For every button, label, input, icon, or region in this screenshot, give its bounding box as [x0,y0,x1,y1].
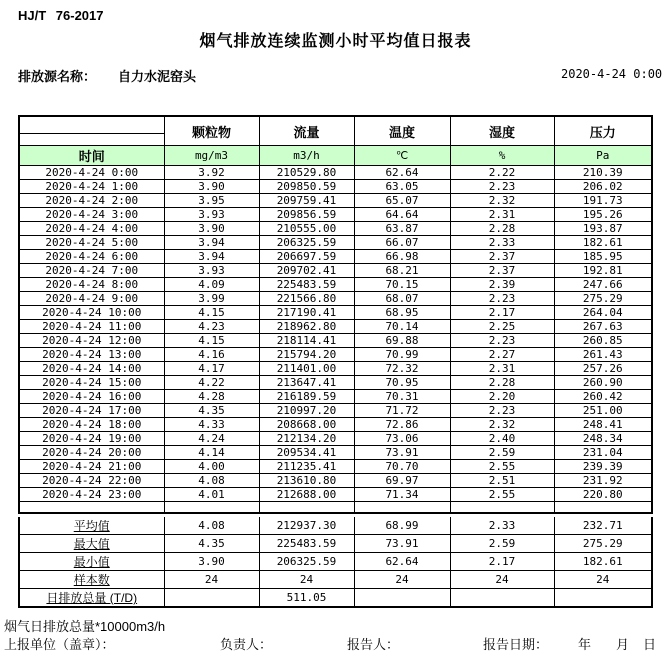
year-label: 年 [578,637,592,652]
value-cell: 215794.20 [259,348,354,362]
value-cell: 70.15 [354,278,450,292]
time-cell: 2020-4-24 12:00 [19,334,164,348]
value-cell: 218962.80 [259,320,354,334]
value-cell: 225483.59 [259,278,354,292]
value-cell: 275.29 [554,292,652,306]
time-cell: 2020-4-24 18:00 [19,418,164,432]
responsible-label: 负责人： [220,637,273,652]
summary-value-cell: 182.61 [554,553,652,571]
value-cell: 2.51 [450,474,554,488]
value-cell: 209850.59 [259,180,354,194]
corner-cell-top [19,116,164,134]
total-emission-note: 烟气日排放总量*10000m3/h [4,619,166,634]
summary-value-cell: 2.59 [450,535,554,553]
hourly-data-table [18,115,653,514]
value-cell: 3.93 [164,264,259,278]
value-cell: 62.64 [354,166,450,180]
summary-value-cell: 4.35 [164,535,259,553]
unit-particulate: mg/m3 [164,146,259,166]
time-cell: 2020-4-24 6:00 [19,250,164,264]
time-cell: 2020-4-24 17:00 [19,404,164,418]
spacer-row [19,502,652,514]
summary-value-cell: 24 [354,571,450,589]
summary-table [18,517,653,608]
value-cell: 2.23 [450,292,554,306]
value-cell: 192.81 [554,264,652,278]
value-cell: 248.34 [554,432,652,446]
value-cell: 2.23 [450,334,554,348]
table-row [19,292,652,306]
value-cell: 3.94 [164,236,259,250]
value-cell: 2.22 [450,166,554,180]
summary-value-cell [554,589,652,608]
value-cell: 260.90 [554,376,652,390]
value-cell: 195.26 [554,208,652,222]
value-cell: 4.08 [164,474,259,488]
value-cell: 193.87 [554,222,652,236]
value-cell: 220.80 [554,488,652,502]
time-cell: 2020-4-24 16:00 [19,390,164,404]
value-cell: 218114.41 [259,334,354,348]
summary-value-cell: 4.08 [164,517,259,535]
month-label: 月 [616,637,630,652]
time-cell: 2020-4-24 4:00 [19,222,164,236]
value-cell: 206697.59 [259,250,354,264]
value-cell: 66.98 [354,250,450,264]
value-cell: 210997.20 [259,404,354,418]
value-cell: 182.61 [554,236,652,250]
report-unit-label: 上报单位（盖章）： [4,637,115,652]
emission-source-label: 排放源名称： [18,69,97,84]
summary-row [19,517,652,535]
value-cell: 185.95 [554,250,652,264]
corner-cell-bottom [19,134,164,146]
table-row [19,376,652,390]
value-cell: 208668.00 [259,418,354,432]
value-cell: 63.87 [354,222,450,236]
time-cell: 2020-4-24 22:00 [19,474,164,488]
value-cell: 4.23 [164,320,259,334]
time-cell: 2020-4-24 10:00 [19,306,164,320]
summary-row [19,571,652,589]
table-row [19,306,652,320]
table-row [19,194,652,208]
unit-flow: m3/h [259,146,354,166]
summary-value-cell: 206325.59 [259,553,354,571]
summary-value-cell [450,589,554,608]
value-cell: 3.90 [164,222,259,236]
value-cell: 4.00 [164,460,259,474]
summary-value-cell: 24 [164,571,259,589]
summary-value-cell: 232.71 [554,517,652,535]
table-row [19,446,652,460]
value-cell: 212134.20 [259,432,354,446]
value-cell: 2.20 [450,390,554,404]
value-cell: 3.94 [164,250,259,264]
value-cell: 2.27 [450,348,554,362]
value-cell: 68.07 [354,292,450,306]
time-cell: 2020-4-24 0:00 [19,166,164,180]
value-cell: 211235.41 [259,460,354,474]
summary-row [19,535,652,553]
value-cell: 2.40 [450,432,554,446]
time-cell: 2020-4-24 8:00 [19,278,164,292]
value-cell: 210529.80 [259,166,354,180]
table-row [19,418,652,432]
table-row [19,236,652,250]
value-cell: 72.32 [354,362,450,376]
value-cell: 70.99 [354,348,450,362]
summary-value-cell: 24 [259,571,354,589]
value-cell: 191.73 [554,194,652,208]
time-cell: 2020-4-24 2:00 [19,194,164,208]
table-row [19,250,652,264]
time-cell: 2020-4-24 21:00 [19,460,164,474]
time-cell: 2020-4-24 7:00 [19,264,164,278]
summary-value-cell: 2.17 [450,553,554,571]
value-cell: 206325.59 [259,236,354,250]
value-cell: 65.07 [354,194,450,208]
summary-value-cell: 24 [554,571,652,589]
summary-value-cell: 275.29 [554,535,652,553]
table-row [19,348,652,362]
value-cell: 4.35 [164,404,259,418]
unit-temperature: ℃ [354,146,450,166]
standard-number: HJ/T 76-2017 [18,8,104,23]
value-cell: 209702.41 [259,264,354,278]
value-cell: 63.05 [354,180,450,194]
summary-row [19,553,652,571]
col-header-temperature: 温度 [354,116,450,146]
value-cell: 260.85 [554,334,652,348]
value-cell: 2.55 [450,460,554,474]
value-cell: 4.22 [164,376,259,390]
value-cell: 2.23 [450,404,554,418]
value-cell: 70.31 [354,390,450,404]
value-cell: 4.14 [164,446,259,460]
summary-label: 最大值 [19,535,164,553]
time-header: 时间 [19,146,164,166]
value-cell: 73.91 [354,446,450,460]
time-cell: 2020-4-24 1:00 [19,180,164,194]
unit-humidity: % [450,146,554,166]
table-row [19,488,652,502]
value-cell: 216189.59 [259,390,354,404]
value-cell: 210555.00 [259,222,354,236]
value-cell: 64.64 [354,208,450,222]
value-cell: 4.01 [164,488,259,502]
value-cell: 2.59 [450,446,554,460]
summary-value-cell: 225483.59 [259,535,354,553]
table-row [19,474,652,488]
value-cell: 2.37 [450,250,554,264]
value-cell: 206.02 [554,180,652,194]
summary-label: 样本数 [19,571,164,589]
value-cell: 4.15 [164,306,259,320]
time-cell: 2020-4-24 23:00 [19,488,164,502]
value-cell: 3.99 [164,292,259,306]
summary-value-cell: 2.33 [450,517,554,535]
reporter-label: 报告人： [347,637,400,652]
header-row-top [19,116,652,134]
value-cell: 2.33 [450,236,554,250]
summary-value-cell: 3.90 [164,553,259,571]
value-cell: 4.17 [164,362,259,376]
time-cell: 2020-4-24 14:00 [19,362,164,376]
value-cell: 2.28 [450,222,554,236]
value-cell: 66.07 [354,236,450,250]
value-cell: 2.31 [450,362,554,376]
report-table-wrapper [18,115,653,608]
table-row [19,208,652,222]
time-cell: 2020-4-24 3:00 [19,208,164,222]
table-row [19,390,652,404]
value-cell: 231.92 [554,474,652,488]
table-row [19,460,652,474]
value-cell: 70.14 [354,320,450,334]
value-cell: 3.95 [164,194,259,208]
col-header-flow: 流量 [259,116,354,146]
time-cell: 2020-4-24 9:00 [19,292,164,306]
value-cell: 2.55 [450,488,554,502]
summary-value-cell: 68.99 [354,517,450,535]
value-cell: 257.26 [554,362,652,376]
value-cell: 3.92 [164,166,259,180]
value-cell: 264.04 [554,306,652,320]
value-cell: 261.43 [554,348,652,362]
emission-source-name: 自力水泥窑头 [118,69,197,84]
value-cell: 213647.41 [259,376,354,390]
value-cell: 231.04 [554,446,652,460]
value-cell: 70.70 [354,460,450,474]
value-cell: 2.32 [450,418,554,432]
value-cell: 260.42 [554,390,652,404]
table-row [19,432,652,446]
summary-value-cell: 511.05 [259,589,354,608]
summary-value-cell [354,589,450,608]
time-cell: 2020-4-24 13:00 [19,348,164,362]
value-cell: 68.95 [354,306,450,320]
value-cell: 247.66 [554,278,652,292]
col-header-pressure: 压力 [554,116,652,146]
day-label: 日 [643,637,657,652]
value-cell: 70.95 [354,376,450,390]
value-cell: 4.33 [164,418,259,432]
value-cell: 2.31 [450,208,554,222]
value-cell: 3.90 [164,180,259,194]
col-header-humidity: 湿度 [450,116,554,146]
value-cell: 251.00 [554,404,652,418]
signature-row [0,634,671,652]
report-datetime: 2020-4-24 0:00 [561,67,663,81]
table-row [19,222,652,236]
value-cell: 211401.00 [259,362,354,376]
value-cell: 267.63 [554,320,652,334]
value-cell: 221566.80 [259,292,354,306]
value-cell: 2.17 [450,306,554,320]
emission-source-row [18,66,196,85]
summary-value-cell: 212937.30 [259,517,354,535]
value-cell: 69.97 [354,474,450,488]
value-cell: 72.86 [354,418,450,432]
value-cell: 248.41 [554,418,652,432]
unit-pressure: Pa [554,146,652,166]
table-row [19,180,652,194]
value-cell: 71.34 [354,488,450,502]
value-cell: 71.72 [354,404,450,418]
summary-value-cell: 73.91 [354,535,450,553]
value-cell: 4.09 [164,278,259,292]
summary-value-cell: 24 [450,571,554,589]
value-cell: 2.28 [450,376,554,390]
value-cell: 2.25 [450,320,554,334]
value-cell: 217190.41 [259,306,354,320]
value-cell: 69.88 [354,334,450,348]
summary-row [19,589,652,608]
unit-row [19,146,652,166]
summary-label: 平均值 [19,517,164,535]
time-cell: 2020-4-24 15:00 [19,376,164,390]
time-cell: 2020-4-24 20:00 [19,446,164,460]
summary-label: 最小值 [19,553,164,571]
table-row [19,264,652,278]
time-cell: 2020-4-24 19:00 [19,432,164,446]
value-cell: 2.32 [450,194,554,208]
report-date-label: 报告日期： [483,637,549,652]
table-row [19,166,652,180]
value-cell: 4.16 [164,348,259,362]
summary-value-cell [164,589,259,608]
value-cell: 3.93 [164,208,259,222]
value-cell: 213610.80 [259,474,354,488]
table-row [19,278,652,292]
value-cell: 4.24 [164,432,259,446]
value-cell: 2.23 [450,180,554,194]
value-cell: 2.37 [450,264,554,278]
value-cell: 210.39 [554,166,652,180]
table-row [19,362,652,376]
table-row [19,404,652,418]
value-cell: 209856.59 [259,208,354,222]
value-cell: 209534.41 [259,446,354,460]
value-cell: 2.39 [450,278,554,292]
table-row [19,334,652,348]
value-cell: 4.15 [164,334,259,348]
table-row [19,320,652,334]
value-cell: 239.39 [554,460,652,474]
time-cell: 2020-4-24 5:00 [19,236,164,250]
value-cell: 68.21 [354,264,450,278]
value-cell: 212688.00 [259,488,354,502]
value-cell: 73.06 [354,432,450,446]
summary-label: 日排放总量 (T/D) [19,589,164,608]
summary-value-cell: 62.64 [354,553,450,571]
value-cell: 209759.41 [259,194,354,208]
col-header-particulate: 颗粒物 [164,116,259,146]
time-cell: 2020-4-24 11:00 [19,320,164,334]
value-cell: 4.28 [164,390,259,404]
page-title: 烟气排放连续监测小时平均值日报表 [199,33,472,50]
